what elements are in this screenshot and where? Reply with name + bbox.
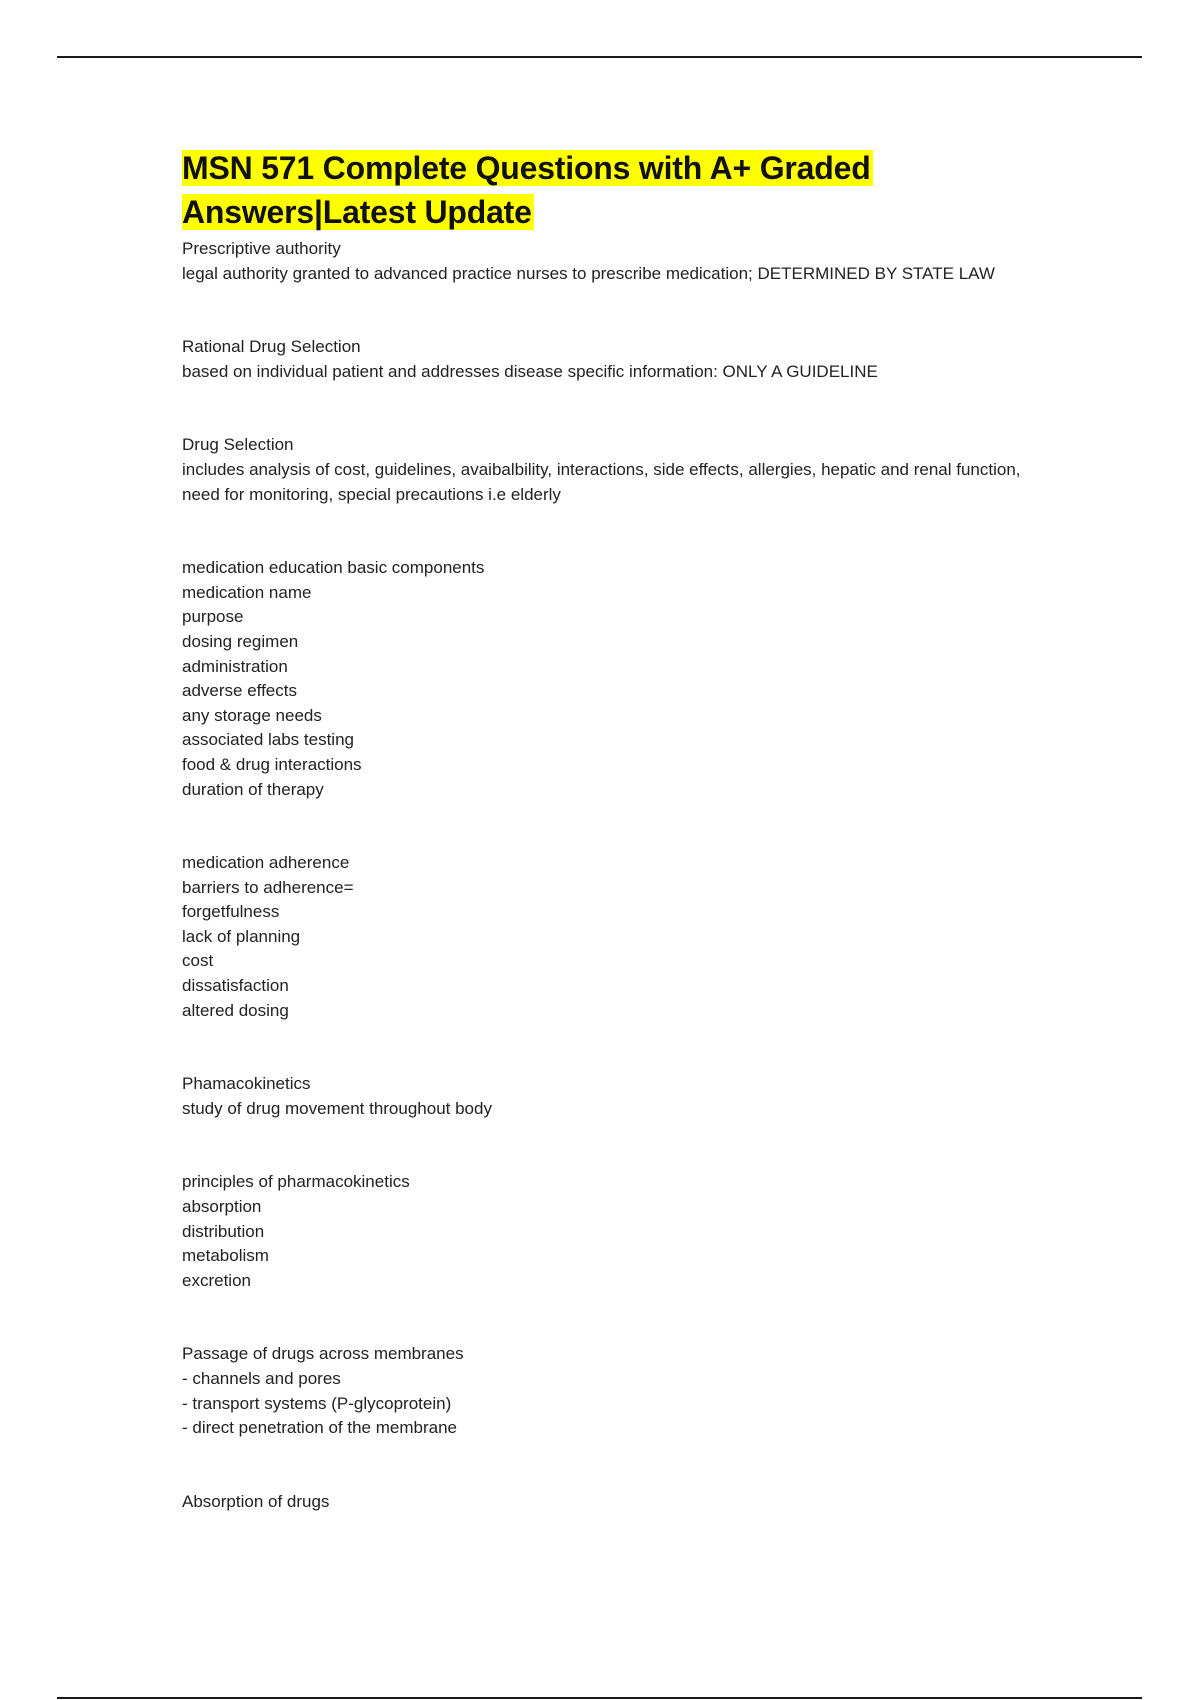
entry-principles-of-pharmacokinetics xyxy=(182,1170,1042,1293)
entry-rational-drug-selection xyxy=(182,335,1042,384)
entry-line: forgetfulness xyxy=(182,902,280,922)
entry-line: cost xyxy=(182,951,214,971)
entry-prescriptive-authority xyxy=(182,237,1042,286)
entry-definition: legal authority granted to advanced practice nurses to prescribe medication; DETERMINED BY STATE LAW xyxy=(182,263,995,283)
entry-line: associated labs testing xyxy=(182,730,354,750)
entry-term: Absorption of drugs xyxy=(182,1491,330,1511)
entry-line: absorption xyxy=(182,1197,262,1217)
entry-line: barriers to adherence= xyxy=(182,877,354,897)
entry-term: Rational Drug Selection xyxy=(182,337,361,357)
entry-line: purpose xyxy=(182,607,244,627)
document-body xyxy=(182,146,1042,1563)
entry-line: - transport systems (P-glycoprotein) xyxy=(182,1393,452,1413)
entry-line: metabolism xyxy=(182,1246,269,1266)
title-line-2: Answers|Latest Update xyxy=(182,194,532,230)
entry-medication-education xyxy=(182,556,1042,802)
entry-line: administration xyxy=(182,656,288,676)
entry-drug-selection xyxy=(182,433,1042,507)
entry-line: excretion xyxy=(182,1270,251,1290)
entry-definition: study of drug movement throughout body xyxy=(182,1098,492,1118)
entry-medication-adherence xyxy=(182,851,1042,1023)
entry-line: adverse effects xyxy=(182,681,297,701)
entry-absorption-of-drugs xyxy=(182,1490,1042,1515)
entry-term: Prescriptive authority xyxy=(182,239,341,258)
entry-term: principles of pharmacokinetics xyxy=(182,1172,410,1192)
entry-line: lack of planning xyxy=(182,926,301,946)
entry-term: Drug Selection xyxy=(182,435,294,455)
entry-passage-across-membranes xyxy=(182,1342,1042,1440)
entry-term: medication adherence xyxy=(182,853,350,873)
entry-line: altered dosing xyxy=(182,1000,289,1020)
entry-line: - direct penetration of the membrane xyxy=(182,1418,457,1438)
entry-line: dissatisfaction xyxy=(182,976,289,996)
title-line-1: MSN 571 Complete Questions with A+ Graded xyxy=(182,150,871,186)
entry-line: distribution xyxy=(182,1221,265,1241)
entry-line: food & drug interactions xyxy=(182,754,362,774)
header-rule xyxy=(57,56,1142,58)
entry-definition: based on individual patient and addresses disease specific information: ONLY A GUIDELINE xyxy=(182,361,878,381)
entry-term: Passage of drugs across membranes xyxy=(182,1344,464,1364)
entry-term: medication education basic components xyxy=(182,558,485,578)
footer-rule xyxy=(57,1697,1142,1699)
entry-term: Phamacokinetics xyxy=(182,1074,311,1094)
entry-definition: includes analysis of cost, guidelines, avaibalbility, interactions, side effects, allergies, hepatic and renal function, need for monitoring, special precautions i.e elderly xyxy=(182,459,1021,504)
entry-pharmacokinetics xyxy=(182,1072,1042,1121)
entry-line: dosing regimen xyxy=(182,631,299,651)
entry-line: duration of therapy xyxy=(182,779,324,799)
entry-line: medication name xyxy=(182,582,312,602)
entry-line: - channels and pores xyxy=(182,1369,341,1388)
entry-line: any storage needs xyxy=(182,705,322,725)
document-title xyxy=(182,146,1042,234)
